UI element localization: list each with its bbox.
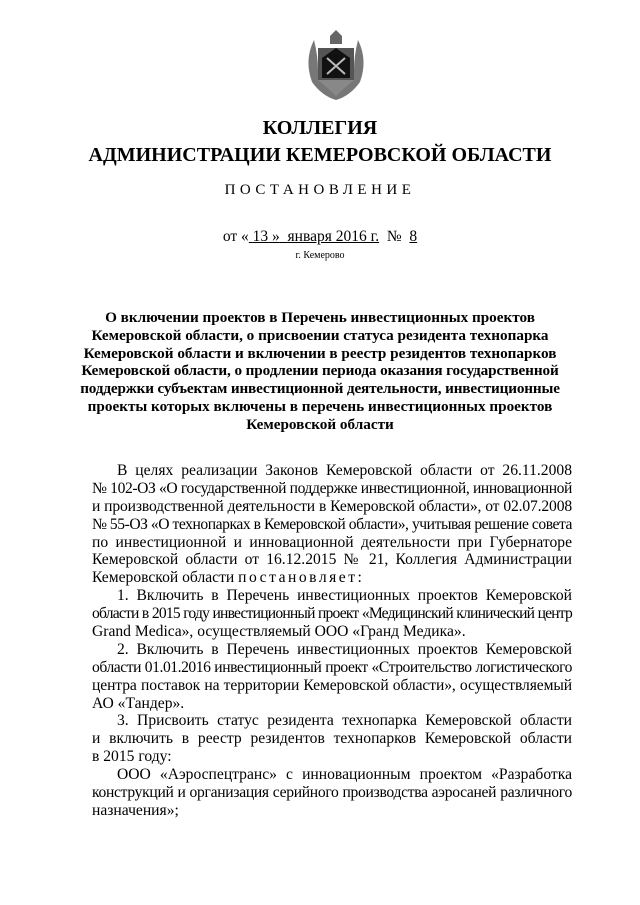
paragraph-line: 3. Присвоить статус резидента технопарка Кемеровской области — [117, 712, 572, 730]
title-line: Кемеровской области, о продлении периода оказания государственной — [81, 362, 559, 380]
document-title — [80, 309, 560, 434]
org-name-line2: АДМИНИСТРАЦИИ КЕМЕРОВСКОЙ ОБЛАСТИ — [88, 144, 552, 166]
title-line: проекты которых включены в перечень инвестиционных проектов — [87, 397, 553, 415]
paragraph-line: конструкций и организация серийного производства аэросаней различного — [92, 784, 572, 802]
paragraph-line: Grand Medica», осуществляемый ООО «Гранд Медика». — [92, 623, 466, 641]
date-day: 13 — [252, 228, 269, 245]
document-number: 8 — [409, 228, 418, 245]
document-body — [92, 462, 572, 820]
paragraph-line: 1. Включить в Перечень инвестиционных проектов Кемеровской — [117, 587, 572, 605]
number-label: № — [386, 228, 402, 245]
paragraph-line: 2. Включить в Перечень инвестиционных проектов Кемеровской — [117, 640, 572, 658]
paragraph-line: по инвестиционной и инновационной деятельности при Губернаторе — [92, 533, 572, 551]
title-line: Кемеровской области и включении в реестр резидентов технопарков — [83, 344, 557, 362]
title-line: Кемеровской области, о присвоении статуса резидента технопарка — [91, 326, 549, 344]
paragraph-line: области 01.01.2016 инвестиционный проект «Строительство логистического — [92, 658, 572, 676]
paragraph-line — [92, 569, 572, 587]
date-prefix: от « — [222, 228, 249, 245]
paragraph-line: Кемеровской области от 16.12.2015 № 21, Коллегия Администрации — [92, 551, 572, 569]
document-date — [0, 228, 640, 246]
paragraph-line: и производственной деятельности в Кемеровской области», от 02.07.2008 — [92, 497, 572, 515]
paragraph-line: № 102-ОЗ «О государственной поддержке инвестиционной, инновационной — [92, 479, 572, 497]
paragraph-line: ООО «Аэроспецтранс» с инновационным проектом «Разработка — [117, 766, 572, 784]
paragraph-line: № 55-ОЗ «О технопарках в Кемеровской области», учитывая решение совета — [92, 515, 573, 533]
document-type: ПОСТАНОВЛЕНИЕ — [224, 182, 416, 198]
paragraph-line: в 2015 году: — [92, 748, 172, 766]
city: г. Кемерово — [295, 250, 345, 261]
resolution-word: постановляет: — [238, 569, 365, 587]
paragraph-line: назначения»; — [92, 801, 179, 819]
date-month-year: января 2016 г. — [287, 228, 380, 245]
date-day-suffix: » — [272, 228, 280, 245]
title-line: О включении проектов в Перечень инвестиционных проектов — [105, 309, 535, 326]
paragraph-text: Кемеровской области — [92, 569, 239, 587]
paragraph-line: центра поставок на территории Кемеровской области», осуществляемый — [92, 676, 572, 694]
paragraph-line: В целях реализации Законов Кемеровской области от 26.11.2008 — [117, 462, 572, 479]
coat-of-arms-emblem — [300, 30, 372, 102]
paragraph-line: и включить в реестр резидентов технопарков Кемеровской области — [92, 730, 572, 748]
paragraph-line: области в 2015 году инвестиционный проект «Медицинский клинический центр — [92, 605, 572, 623]
title-line: поддержки субъектам инвестиционной деятельности, инвестиционные — [80, 380, 560, 398]
paragraph-line: АО «Тандер». — [92, 694, 185, 712]
org-name-line1: КОЛЛЕГИЯ — [262, 117, 378, 139]
title-line: Кемеровской области — [246, 415, 394, 433]
